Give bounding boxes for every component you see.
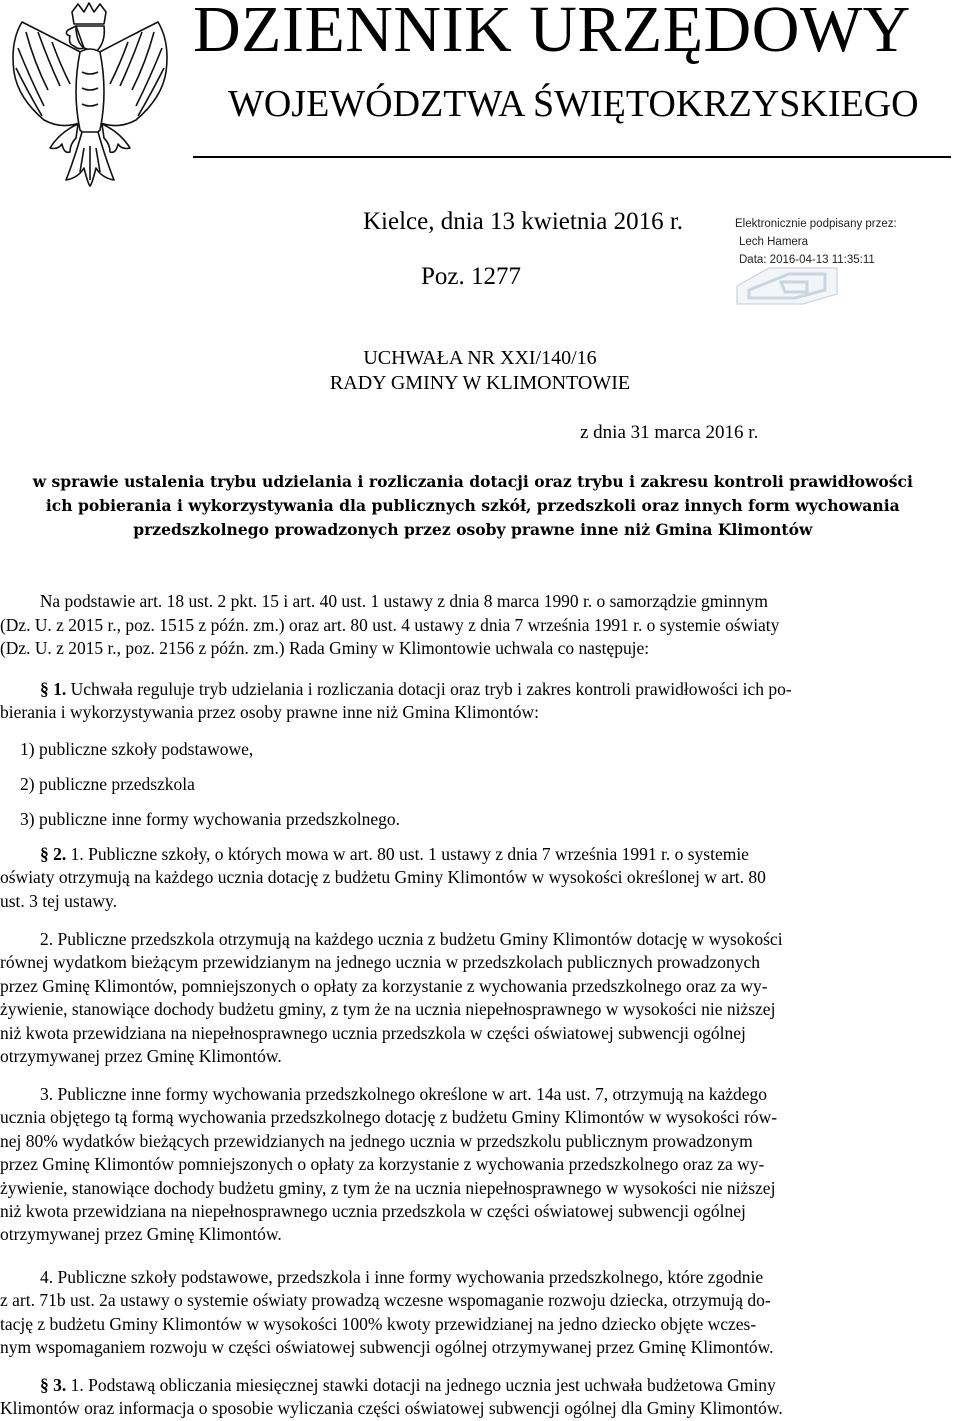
section-text: żywienie, stanowiące dochody budżetu gminy, z tym że na ucznia niepełnosprawnego w wysokości nie niższej [0, 999, 776, 1020]
legal-basis [0, 590, 950, 661]
section-text: tację z budżetu Gminy Klimontów w wysokości 100% kwoty przewidzianej na jedno dziecko objęte wczes- [0, 1313, 757, 1334]
section-text: 1. Podstawą obliczania miesięcznej stawki dotacji na jednego ucznia jest uchwała budżetowa Gminy [66, 1375, 776, 1395]
section-marker: § 1. [40, 679, 67, 699]
section-marker: § 3. [40, 1375, 67, 1395]
signer-name: Lech Hamera [739, 236, 809, 248]
section-text: Klimontów oraz informacja o sposobie wyliczania części oświatowej subwencji ogólnej dla Gminy Klimontów. [0, 1398, 783, 1419]
section-text: ucznia objętego tą formą wychowania przedszkolnego dotację z budżetu Gminy Klimontów w wysokości rów- [0, 1107, 778, 1128]
section-text: 4. Publiczne szkoły podstawowe, przedszkola i inne formy wychowania przedszkolnego, które zgodnie [40, 1267, 764, 1287]
section-3 [0, 1374, 946, 1421]
section-text: niż kwota przewidziana na niepełnosprawnego ucznia przedszkola w części oświatowej subwencji ogólnej [0, 1201, 746, 1222]
resolution-authority: RADY GMINY W KLIMONTOWIE [329, 372, 631, 394]
section-text: otrzymywanej przez Gminę Klimontów. [0, 1046, 282, 1067]
section-text: 1. Publiczne szkoły, o których mowa w art. 80 ust. 1 ustawy z dnia 7 września 1991 r. o systemie [66, 844, 749, 864]
section-text: żywienie, stanowiące dochody budżetu gminy, z tym że na ucznia niepełnosprawnego w wysokości nie niższej [0, 1177, 776, 1198]
section-text: przez Gminę Klimontów pomniejszonych o opłaty za korzystanie z wychowania przedszkolnego oraz za wy- [0, 1154, 765, 1175]
signature-stamp-icon [733, 264, 843, 306]
section-marker: § 2. [40, 844, 67, 864]
position-number: Poz. 1277 [421, 263, 521, 290]
white-eagle-emblem [4, 2, 174, 188]
section-text: nym wspomaganiem rozwoju w części oświatowej subwencji ogólnej otrzymywanej przez Gminę Klimontów. [0, 1337, 774, 1358]
basis-line: (Dz. U. z 2015 r., poz. 2156 z późn. zm.) Rada Gminy w Klimontowie uchwala co następuje: [0, 638, 650, 658]
section-text: przez Gminę Klimontów, pomniejszonych o opłaty za korzystanie z wychowania przedszkolnego oraz za wy- [0, 975, 768, 996]
header-rule [193, 156, 951, 158]
list-item: 1) publiczne szkoły podstawowe, [20, 739, 254, 759]
section-text: niż kwota przewidziana na niepełnosprawnego ucznia przedszkola w części oświatowej subwencji ogólnej [0, 1022, 746, 1043]
section-text: otrzymywanej przez Gminę Klimontów. [0, 1224, 282, 1245]
subject-line: przedszkolnego prowadzonych przez osoby prawne inne niż Gmina Klimontów [133, 520, 813, 539]
gazette-subtitle: WOJEWÓDZTWA ŚWIĘTOKRZYSKIEGO [228, 83, 919, 125]
subject-line: w sprawie ustalenia trybu udzielania i rozliczania dotacji oraz trybu i zakresu kontroli prawidłowości [32, 472, 913, 491]
section-text: Uchwała reguluje tryb udzielania i rozliczania dotacji oraz tryb i zakres kontroli prawidłowości ich po- [66, 679, 792, 699]
section-2-par-2 [0, 928, 946, 1068]
resolution-number: UCHWAŁA NR XXI/140/16 [363, 347, 597, 369]
section-1 [0, 678, 946, 725]
list-item: 3) publiczne inne formy wychowania przedszkolnego. [20, 809, 401, 829]
section-2-par-4 [0, 1266, 946, 1360]
electronic-signature-block [733, 214, 933, 304]
section-2-par-3 [0, 1083, 946, 1247]
section-text: nej 80% wydatków bieżących przewidzianych na jednego ucznia w przedszkolu publicznym prowadzonym [0, 1130, 753, 1151]
gazette-title: DZIENNIK URZĘDOWY [193, 0, 911, 66]
section-text: równej wydatkom bieżącym przewidzianym na jednego ucznia w przedszkolach publicznych prowadzonych [0, 952, 760, 973]
section-text: z art. 71b ust. 2a ustawy o systemie oświaty prowadzą wczesne wspomaganie rozwoju dziecka, otrzymują do- [0, 1290, 771, 1311]
signature-date: Data: 2016-04-13 11:35:11 [739, 254, 875, 266]
section-2-par-1 [0, 843, 946, 913]
section-text: 3. Publiczne inne formy wychowania przedszkolnego określone w art. 14a ust. 7, otrzymują na każdego [40, 1084, 768, 1104]
subject-line: ich pobierania i wykorzystywania dla publicznych szkół, przedszkoli oraz innych form wychowania [45, 496, 900, 515]
section-text: bierania i wykorzystywania przez osoby prawne inne niż Gmina Klimontów: [0, 702, 539, 723]
publication-date: Kielce, dnia 13 kwietnia 2016 r. [363, 208, 684, 235]
basis-line: (Dz. U. z 2015 r., poz. 1515 z późn. zm.) oraz art. 80 ust. 4 ustawy z dnia 7 września 1991 r. o systemie oświaty [0, 614, 780, 635]
list-item: 2) publiczne przedszkola [20, 774, 195, 794]
section-text: 2. Publiczne przedszkola otrzymują na każdego ucznia z budżetu Gminy Klimontów dotację w wysokości [40, 929, 783, 949]
resolution-subject [0, 470, 960, 542]
resolution-date: z dnia 31 marca 2016 r. [580, 422, 759, 443]
section-text: ust. 3 tej ustawy. [0, 890, 117, 911]
signature-label: Elektronicznie podpisany przez: [735, 218, 897, 230]
basis-line: Na podstawie art. 18 ust. 2 pkt. 15 i art. 40 ust. 1 ustawy z dnia 8 marca 1990 r. o samorządzie gminnym [39, 591, 768, 611]
section-text: oświaty otrzymują na każdego ucznia dotację z budżetu Gminy Klimontów w wysokości określonej w art. 80 [0, 867, 766, 888]
